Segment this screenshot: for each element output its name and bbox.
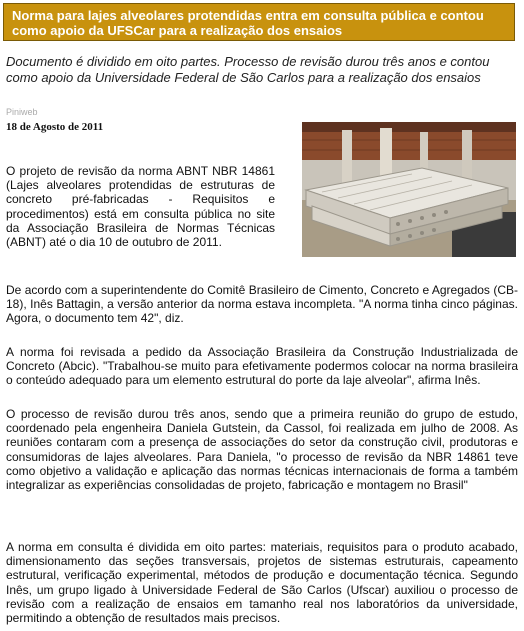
headline: Norma para lajes alveolares protendidas entra em consulta pública e contou como apoio da UFSCar para a realização dos ensaios xyxy=(12,8,484,38)
hollow-core-slabs-photo xyxy=(302,122,516,257)
article-paragraph: O processo de revisão durou três anos, sendo que a primeira reunião do grupo de estudo, coordenado pela engenheira Daniela Gutstein, da Cassol, foi realizada em julho de 2008. As reuniões contaram com a presença de associações do setor da construção civil, produtoras e consumidoras de lajes alveolares. Para Daniela, "o processo de revisão da NBR 14861 teve como objetivo a validação e aplicação das normas técnicas internacionais de forma a também integralizar as experiências consolidadas de projeto, fabricação e montagem no Brasil" xyxy=(6,407,518,493)
headline-box xyxy=(3,3,515,41)
article-paragraph: O projeto de revisão da norma ABNT NBR 14861 (Lajes alveolares protendidas de estruturas de concreto pré-fabricadas - Requisitos e procedimentos) está em consulta pública no site da Associação Brasileira de Normas Técnicas (ABNT) até o dia 10 de outubro de 2011. xyxy=(6,164,275,250)
article-subtitle: Documento é dividido em oito partes. Processo de revisão durou três anos e contou como apoio da Universidade Federal de São Carlos para a realização dos ensaios xyxy=(6,54,490,85)
publication-date: 18 de Agosto de 2011 xyxy=(6,121,104,133)
article-paragraph: A norma em consulta é dividida em oito partes: materiais, requisitos para o produto acabado, dimensionamento das seções transversais, projetos de sistemas estruturais, capeamento estrutural, verificação experimental, métodos de produção e documentação técnica. Segundo Inês, um grupo ligado à Universidade Federal de São Carlos (Ufscar) auxiliou o processo de revisão com a realização de ensaios em tamanho real nos laboratórios da universidade, permitindo a obtenção de resultados mais precisos. xyxy=(6,540,518,626)
article-paragraph: A norma foi revisada a pedido da Associação Brasileira da Construção Industrializada de Concreto (Abcic). "Trabalhou-se muito para efetivamente podermos colocar na norma brasileira o conteúdo adequado para um elemento estrutural do porte da laje alveolar", afirma Inês. xyxy=(6,345,518,388)
source-label: Piniweb xyxy=(6,107,38,117)
article-paragraph: De acordo com a superintendente do Comitê Brasileiro de Cimento, Concreto e Agregados (CB-18), Inês Battagin, a versão anterior da norma estava incompleta. "A norma tinha cinco páginas. Agora, o documento tem 42", diz. xyxy=(6,283,518,326)
